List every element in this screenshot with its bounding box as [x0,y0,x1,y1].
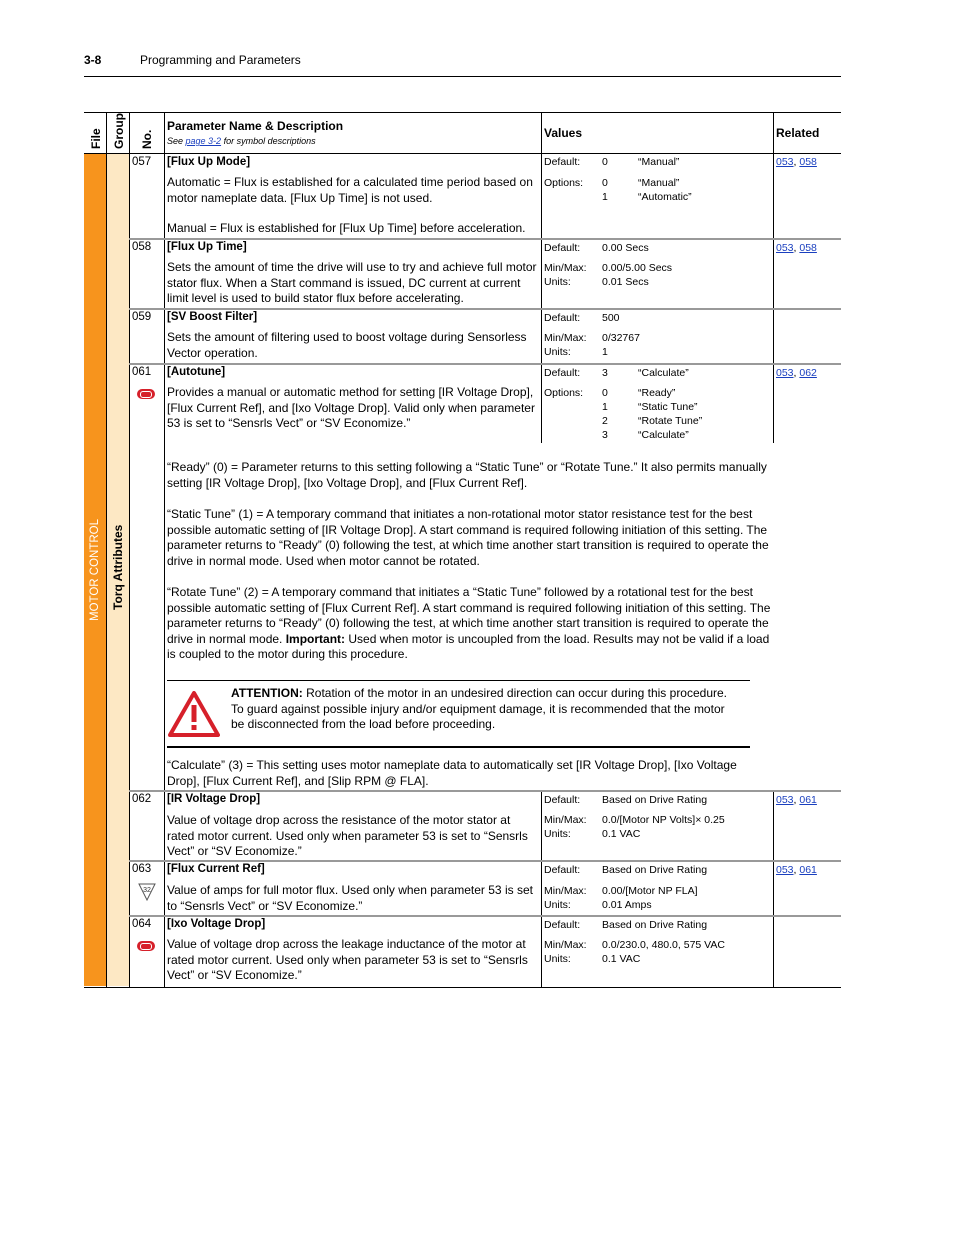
param-number: 062 [132,793,152,805]
no-header: No. [140,129,154,149]
stop-drive-icon [137,941,155,951]
param-name: [Autotune] [167,366,226,378]
related-params: 053, 062 [776,367,817,379]
divider [773,113,774,443]
param-number: 058 [132,241,152,253]
symbol-note: See page 3-2 for symbol descriptions [167,136,316,146]
related-header: Related [776,126,820,140]
warning-triangle-icon [168,691,220,737]
row-divider [129,860,841,862]
calculate-description: “Calculate” (3) = This setting uses motor nameplate data to automatically set [IR Voltage Drop], [Ixo Voltage Drop], [Flux Current Ref], and [Slip RPM @ FLA]. [167,758,737,788]
param-description: Value of voltage drop across the resistance of the motor stator at rated motor current. Used only when parameter 53 is set to “Sensrls Vect” or “SV Economize.” [167,813,528,859]
param-description: Automatic = Flux is established for a calculated time period based on motor nameplate data. [Flux Up Time] is not used. [167,175,533,205]
page-link[interactable]: page 3-2 [185,136,222,146]
group-label: Torq Attributes [111,524,125,610]
related-link[interactable]: 053 [776,794,794,806]
divider [541,792,542,987]
param-name: [Flux Up Time] [167,241,247,253]
attention-top-rule [167,680,750,681]
group-header: Group [112,113,126,149]
static-tune-description: “Static Tune” (1) = A temporary command that initiates a non-rotational motor stator resistance test for the best possible automatic setting of [IR Voltage Drop]. A start command is required following initiation of this setting. The parameter returns to “Ready” (0) following the test, at which time another start transition is required to operate the drive in normal mode. Used when motor cannot be rotated. [167,507,769,568]
related-link[interactable]: 053 [776,156,794,168]
param-name: [Flux Current Ref] [167,863,265,875]
related-link[interactable]: 053 [776,367,794,379]
param-name: [Ixo Voltage Drop] [167,918,266,930]
param-name: [IR Voltage Drop] [167,793,261,805]
row-divider [129,790,841,792]
param-description: Manual = Flux is established for [Flux Up Time] before acceleration. [167,221,526,235]
row-divider [129,915,841,917]
related-link[interactable]: 053 [776,242,794,254]
param-name-header: Parameter Name & Description [167,119,344,133]
param-number: 061 [132,366,152,378]
file-header: File [89,128,103,149]
parameter-table: File Group No. Parameter Name & Description See page 3-2 for symbol descriptions Values Related MOTOR CONTROL Torq Attributes 057 [Flux Up Mode] Automatic = Flux is established for a calculated time period based on motor nameplate data. [Flux Up Time] is not used. Manual = Flux is established for [Flux Up Time] before acceleration. Default: 0 “Manual” Options: 0 “Manual” 1 “Automatic” 053, 058 058 [Flux Up Time] Sets the amount of time the drive will use to try and achieve full motor stator flux. When a Start command is issued, DC current at current limit level is used to build stator flux before accelerating. Default: 0.00 Secs Min/Max: 0.00/5.00 Secs Units: 0.01 Secs 053, 058 059 [SV Boost Filter] Sets the amount of filtering used to boost voltage during Sensorless Vector operation. Default: 500 Min/Max: 0/32767 Units: 1 061 [Autotune] Provides a manual or automatic method for setting [IR Voltage Drop], [Flux Current Ref], and [Ixo Voltage Drop]. Valid only when parameter 53 is set to “Sensrls Vect” or “SV Economize.” Default: 3 “Calculate” Options: 0 “Ready” 1 “Static Tune” 2 “Rotate Tune” 3 “Calculate” 053, 062 “Ready” (0) = Parameter returns to this setting following a “Static Tune” or “Rotate Tune.” It also permits manually setting [IR Voltage Drop], [Ixo Voltage Drop], and [Flux Current Ref]. “Static Tune” (1) = A temporary command that initiates a non-rotational motor stator resistance test for the best possible automatic setting of [IR Voltage Drop]. A start command is required following initiation of this setting. The parameter returns to “Ready” (0) following the test, at which time another start transition is required to operate the drive in normal mode. Used when motor cannot be rotated. “Rotate Tune” (2) = A temporary command that initiates a “Static Tune” followed by a rotational test for the best possible automatic setting of [Flux Current Ref]. A start command is required following initiation of this setting. The parameter returns to “Ready” (0) following the test, at which time another start transition is required to operate the drive in normal mode. Important: Used when motor is uncoupled from the load. Results may not be valid if a load is coupled to the motor during this procedure. ATTENTION: Rotation of the motor in an undesired direction can occur during this procedure. To guard against possible injury and/or equipment damage, it is recommended that the motor be disconnected from the load before proceeding. “Calculate” (3) = This setting uses motor nameplate data to automatically set [IR Voltage Drop], [Ixo Voltage Drop], [Flux Current Ref], and [Slip RPM @ FLA]. 062 [IR Voltage Drop] Value of voltage drop across the resistance of the motor stator at rated motor current. Used only when parameter 53 is set to “Sensrls Vect” or “SV Economize.” Default: Based on Drive Rating Min/Max: 0.0/[Motor NP Volts]× 0.25 Units: 0.1 VAC 053, 061 063 32 [Flux Current Ref] Value of amps for full motor flux. Used only when parameter 53 is set to “Sensrls Vect” or “SV Economize.” Default: Based on Drive Rating Min/Max: 0.00/[Motor NP FLA] Units: 0.01 Amps 053, 061 064 [Ixo Voltage Drop] Value of voltage drop across the leakage inductance of the motor at rated motor current. Used only when parameter 53 is set to “Sensrls Vect” or “SV Economize.” Default: Based on Drive Rating Min/Max: 0.0/230.0, 480.0, 575 VAC Units: 0.1 VAC [84,112,841,988]
divider [129,113,130,987]
values-header: Values [544,126,583,140]
related-link[interactable]: 058 [799,156,817,168]
param-description: Sets the amount of filtering used to boost voltage during Sensorless Vector operation. [167,330,527,360]
ready-description: “Ready” (0) = Parameter returns to this setting following a “Static Tune” or “Rotate Tune.” It also permits manually setting [IR Voltage Drop], [Ixo Voltage Drop], and [Flux Current Ref]. [167,460,767,490]
row-divider [129,238,841,240]
related-link[interactable]: 062 [799,367,817,379]
file-label: MOTOR CONTROL [89,518,101,621]
divider [106,113,107,987]
divider [164,113,165,987]
rotate-tune-description: “Rotate Tune” (2) = A temporary command that initiates a “Static Tune” followed by a rotational test for the best possible automatic setting of [Flux Current Ref]. A start command is required following initiation of this setting. The parameter returns to “Ready” (0) following the test, at which time another start transition is required to operate the drive in normal mode. Important: Used when motor is uncoupled from the load. Results may not be valid if a load is coupled to the motor during this procedure. [167,585,771,662]
related-params: 053, 058 [776,156,817,168]
related-params: 053, 058 [776,242,817,254]
attention-bottom-rule [167,746,750,748]
param-description: Sets the amount of time the drive will use to try and achieve full motor stator flux. When a Start command is issued, DC current at current limit level is used to build stator flux before accelerating. [167,260,537,306]
param-description: Value of voltage drop across the leakage inductance of the motor at rated motor current. Used only when parameter 53 is set to “Sensrls Vect” or “SV Economize.” [167,937,528,983]
param-description: Provides a manual or automatic method for setting [IR Voltage Drop], [Flux Current Ref], and [Ixo Voltage Drop]. Valid only when parameter 53 is set to “Sensrls Vect” or “SV Economize.” [167,385,535,431]
divider [541,113,542,443]
divider [773,792,774,987]
param-number: 064 [132,918,152,930]
row-divider [129,308,841,310]
related-link[interactable]: 061 [799,794,817,806]
param-name: [SV Boost Filter] [167,311,258,323]
page-header-title: Programming and Parameters [140,53,301,67]
header-divider [84,153,841,154]
icon-label: 32 [143,887,151,894]
page-number: 3-8 [84,53,102,67]
32-bit-parameter-icon [138,883,156,901]
header-rule [84,76,841,77]
param-number: 063 [132,863,152,875]
attention-text: ATTENTION: Rotation of the motor in an undesired direction can occur during this procedure. To guard against possible injury and/or equipment damage, it is recommended that the motor be disconnected from the load before proceeding. [231,686,728,732]
param-name: [Flux Up Mode] [167,156,251,168]
param-number: 057 [132,156,152,168]
related-link[interactable]: 058 [799,242,817,254]
related-link[interactable]: 053 [776,864,794,876]
row-divider [129,363,841,365]
stop-drive-icon [137,389,155,399]
related-params: 053, 061 [776,794,817,806]
related-params: 053, 061 [776,864,817,876]
related-link[interactable]: 061 [799,864,817,876]
param-description: Value of amps for full motor flux. Used only when parameter 53 is set to “Sensrls Vect” or “SV Economize.” [167,883,533,913]
param-number: 059 [132,311,152,323]
